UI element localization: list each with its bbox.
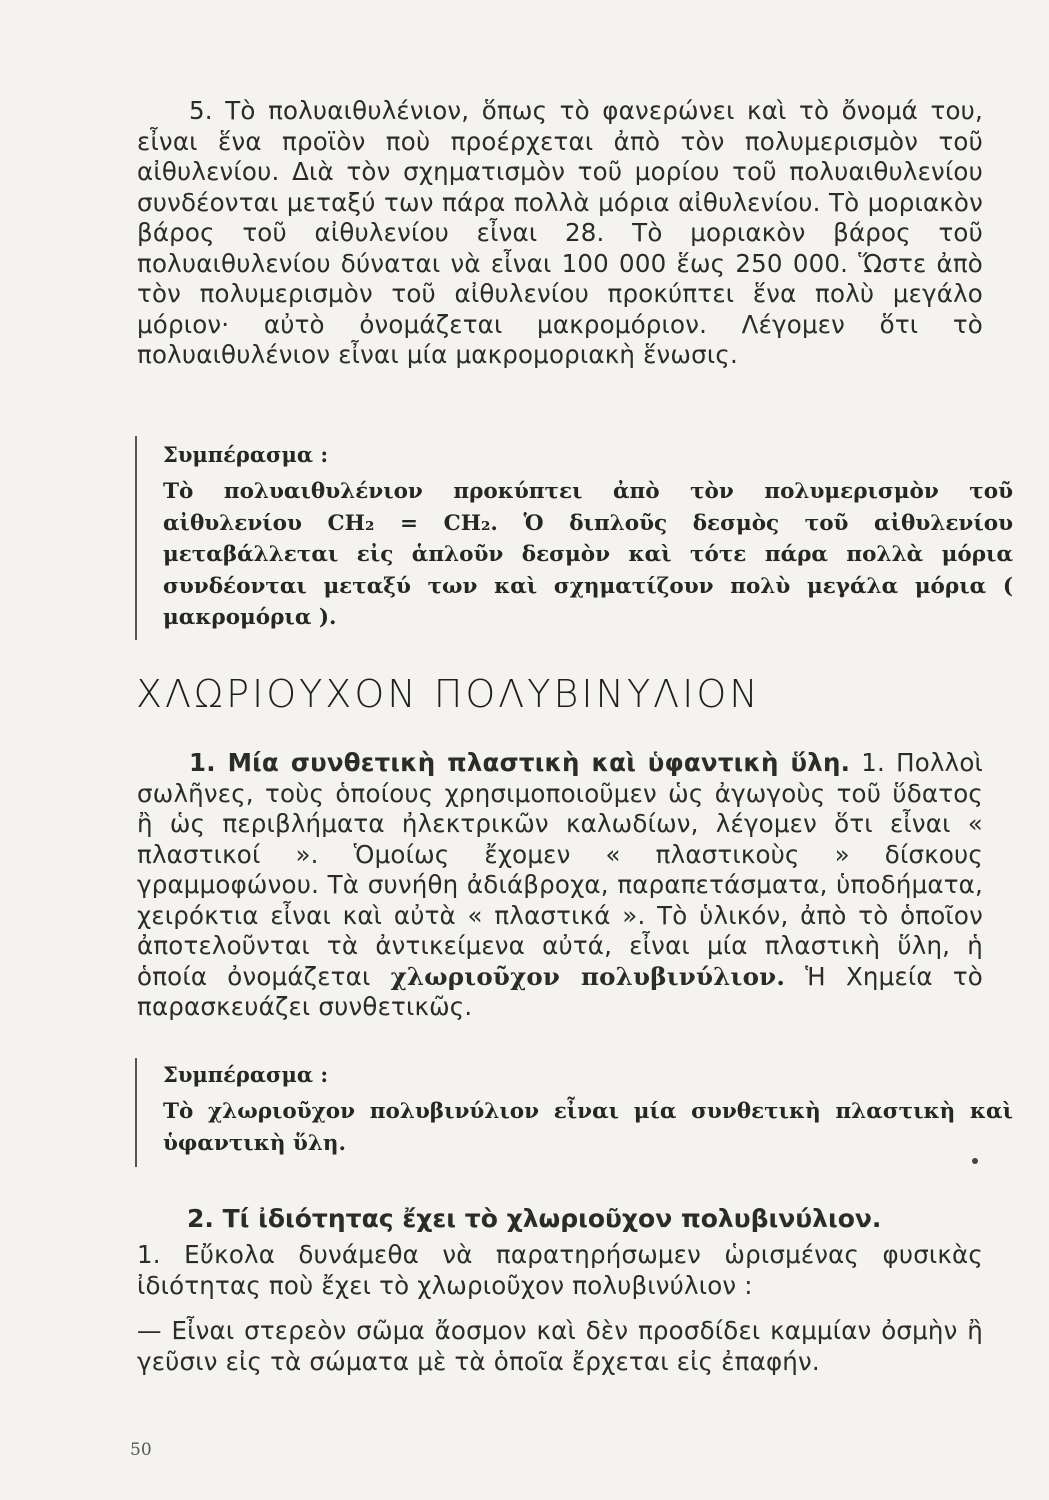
conclusion-title: Συμπέρασμα : [163, 442, 329, 467]
conclusion-title: Συμπέρασμα : [163, 1062, 329, 1087]
section-2-title: 2. Τί ἰδιότητας ἔχει τὸ χλωριοῦχον πολυβινύλιον. [187, 1204, 882, 1233]
paragraph-5 [137, 96, 983, 371]
conclusion-box-2 [135, 1058, 1013, 1167]
section-1-title: 1. Μία συνθετικὴ πλαστικὴ καὶ ὑφαντικὴ ὕλη. [189, 748, 851, 777]
section-2-intro [137, 1240, 983, 1301]
section-1-tail: Ἡ Χημεία τὸ παρασκευάζει συνθετικῶς. [137, 961, 983, 1021]
section-1-term: χλωριοῦχον πολυβινύλιον. [390, 961, 786, 991]
section-1 [137, 748, 983, 1023]
conclusion-box-1 [135, 436, 1013, 640]
section-2-bullet [137, 1316, 983, 1377]
paragraph-5-text: 5. Τὸ πολυαιθυλένιον, ὅπως τὸ φανερώνει καὶ τὸ ὄνομά του, εἶναι ἕνα προϊὸν ποὺ προέρχεται ἀπὸ τὸν πολυμερισμὸν τοῦ αἰθυλενίου. Διὰ τὸν σχηματισμὸν τοῦ μορίου τοῦ πολυαιθυλενίου συνδέονται μεταξύ των πάρα πολλὰ μόρια αἰθυλενίου. Τὸ μοριακὸν βάρος τοῦ αἰθυλενίου εἶναι 28. Τὸ μοριακὸν βάρος τοῦ πολυαιθυλενίου δύναται νὰ εἶναι 100 000 ἕως 250 000. Ὥστε ἀπὸ τὸν πολυμερισμὸν τοῦ αἰθυλενίου προκύπτει ἕνα πολὺ μεγάλο μόριον· αὐτὸ ὀνομάζεται μακρομόριον. Λέγομεν ὅτι τὸ πολυαιθυλένιον εἶναι μία μακρομοριακὴ ἕνωσις. [137, 96, 983, 369]
section-1-text: 1. Πολλοὶ σωλῆνες, τοὺς ὁποίους χρησιμοποιοῦμεν ὡς ἀγωγοὺς τοῦ ὕδατος ἢ ὡς περιβλήματα ἠλεκτρικῶν καλωδίων, λέγομεν ὅτι εἶναι « πλαστικοί ». Ὁμοίως ἔχομεν « πλαστικοὺς » δίσκους γραμμοφώνου. Τὰ συνήθη ἀδιάβροχα, παραπετάσματα, ὑποδήματα, χειρόκτια εἶναι καὶ αὐτὰ « πλαστικά ». Τὸ ὑλικόν, ἀπὸ τὸ ὁποῖον ἀποτελοῦνται τὰ ἀντικείμενα αὐτά, εἶναι μία πλαστικὴ ὕλη, ἡ ὁποία ὀνομάζεται [137, 748, 983, 991]
chapter-heading: ΧΛΩΡΙΟΥΧΟΝ ΠΟΛΥΒΙΝΥΛΙΟΝ [136, 672, 761, 716]
page-number: 50 [130, 1440, 152, 1460]
conclusion-text: Τὸ πολυαιθυλένιον προκύπτει ἀπὸ τὸν πολυμερισμὸν τοῦ αἰθυλενίου CH₂ = CH₂. Ὁ διπλοῦς δεσμὸς τοῦ αἰθυλενίου μεταβάλλεται εἰς ἁπλοῦν δεσμὸν καὶ τότε πάρα πολλὰ μόρια συνδέονται μεταξύ των καὶ σχηματίζουν πολὺ μεγάλα μόρια ( μακρομόρια ). [163, 479, 1013, 630]
conclusion-text: Τὸ χλωριοῦχον πολυβινύλιον εἶναι μία συνθετικὴ πλαστικὴ καὶ ὑφαντικὴ ὕλη. [163, 1099, 1013, 1156]
section-2-bullet-text: — Εἶναι στερεὸν σῶμα ἄοσμον καὶ δὲν προσδίδει καμμίαν ὀσμὴν ἢ γεῦσιν εἰς τὰ σώματα μὲ τὰ ὁποῖα ἔρχεται εἰς ἐπαφήν. [137, 1316, 983, 1376]
section-2-intro-text: 1. Εὔκολα δυνάμεθα νὰ παρατηρήσωμεν ὡρισμένας φυσικὰς ἰδιότητας ποὺ ἔχει τὸ χλωριοῦχον πολυβινύλιον : [137, 1240, 983, 1300]
stray-mark [972, 1158, 978, 1164]
